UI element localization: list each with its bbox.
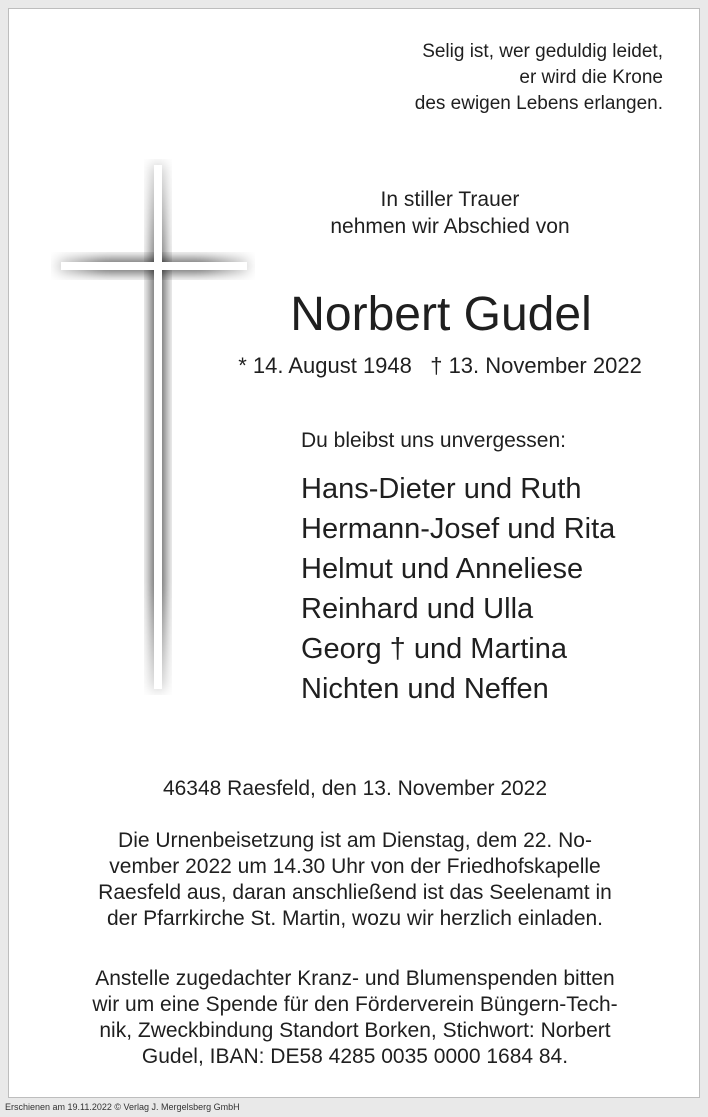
donation-line: Anstelle zugedachter Kranz- und Blumenspenden bitten <box>95 967 615 990</box>
deceased-name: Norbert Gudel <box>290 288 592 341</box>
funeral-line: vember 2022 um 14.30 Uhr von der Friedhofskapelle <box>109 855 601 878</box>
place-date: 46348 Raesfeld, den 13. November 2022 <box>162 777 548 800</box>
donation-line: wir um eine Spende für den Förderverein Büngern-Tech- <box>92 993 618 1016</box>
verse-line: Selig ist, wer geduldig leidet, <box>422 41 663 62</box>
donation-line: Gudel, IBAN: DE58 4285 0035 0000 1684 84. <box>141 1045 569 1068</box>
donation-paragraph <box>41 966 669 1070</box>
donation-line: nik, Zweckbindung Standort Borken, Stichwort: Norbert <box>99 1019 611 1042</box>
family-member: Georg † und Martina <box>301 633 567 665</box>
family-member: Helmut und Anneliese <box>301 553 584 585</box>
verse-line: des ewigen Lebens erlangen. <box>414 93 663 114</box>
family-member: Nichten und Neffen <box>301 673 549 705</box>
funeral-paragraph <box>41 828 669 932</box>
family-member: Reinhard und Ulla <box>301 593 534 625</box>
funeral-line: Raesfeld aus, daran anschließend ist das Seelenamt in <box>98 881 612 904</box>
intro-line: nehmen wir Abschied von <box>330 215 570 238</box>
publication-footer: Erschienen am 19.11.2022 © Verlag J. Mergelsberg GmbH <box>5 1102 240 1112</box>
verse-line: er wird die Krone <box>519 67 663 88</box>
life-dates: * 14. August 1948 † 13. November 2022 <box>238 353 642 378</box>
intro-line: In stiller Trauer <box>380 188 520 211</box>
funeral-line: Die Urnenbeisetzung ist am Dienstag, dem 22. No- <box>118 829 592 852</box>
family-member: Hans-Dieter und Ruth <box>301 473 582 505</box>
obituary-card <box>8 8 700 1098</box>
subtitle: Du bleibst uns unvergessen: <box>301 429 566 452</box>
intro-text <box>299 186 601 240</box>
family-member: Hermann-Josef und Rita <box>301 513 616 545</box>
cross-icon <box>51 159 255 695</box>
family-list <box>301 469 615 709</box>
verse <box>415 39 663 117</box>
funeral-line: der Pfarrkirche St. Martin, wozu wir herzlich einladen. <box>106 907 604 930</box>
